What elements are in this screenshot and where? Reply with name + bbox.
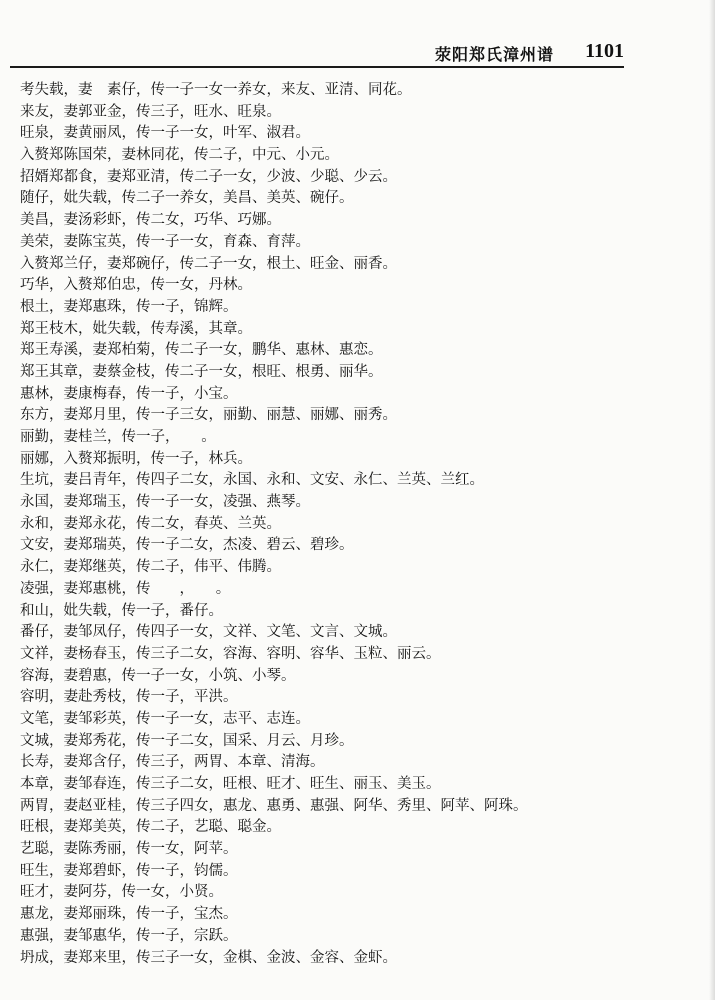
genealogy-entry: 入赘郑陈国荣，妻林同花，传二子，中元、小元。 bbox=[20, 147, 339, 164]
book-title: 荥阳郑氏漳州谱 bbox=[434, 45, 554, 64]
genealogy-entry: 美荣，妻陈宝英，传一子一女，育森、育萍。 bbox=[20, 233, 310, 250]
genealogy-entry: 长寿，妻郑含仔，传三子，两胃、本章、清海。 bbox=[20, 754, 325, 771]
page-edge-shadow bbox=[709, 0, 715, 1000]
genealogy-entry: 永和，妻郑永花，传二女，春英、兰英。 bbox=[20, 515, 281, 532]
genealogy-entry: 文安，妻郑瑞英，传一子二女，杰凌、碧云、碧珍。 bbox=[20, 537, 354, 554]
genealogy-entry: 旺才，妻阿芬，传一女，小贤。 bbox=[20, 884, 223, 901]
genealogy-entry: 来友，妻郭亚金，传三子，旺水、旺泉。 bbox=[20, 103, 281, 120]
genealogy-entry: 惠龙，妻郑丽珠，传一子，宝杰。 bbox=[20, 906, 238, 923]
genealogy-entry: 惠强，妻邹惠华，传一子，宗跃。 bbox=[20, 927, 238, 944]
genealogy-entry: 美昌，妻汤彩虾，传二女，巧华、巧娜。 bbox=[20, 212, 281, 229]
genealogy-entry: 生坑，妻吕青年，传四子二女，永国、永和、文安、永仁、兰英、兰红。 bbox=[20, 472, 484, 489]
genealogy-entry: 丽勤，妻桂兰，传一子， 。 bbox=[20, 429, 216, 445]
genealogy-entry: 凌强，妻郑惠桃，传 ， 。 bbox=[20, 580, 231, 597]
genealogy-entry: 文笔，妻邹彩英，传一子一女，志平、志连。 bbox=[20, 710, 310, 727]
genealogy-entry: 郑王枝木，妣失载，传寿溪，其章。 bbox=[20, 320, 252, 337]
genealogy-entry: 艺聪，妻陈秀丽，传一女，阿苹。 bbox=[20, 841, 238, 858]
genealogy-entry: 永国，妻郑瑞玉，传一子一女，凌强、燕琴。 bbox=[20, 494, 310, 511]
running-header bbox=[10, 40, 624, 68]
genealogy-entry: 和山，妣失载，传一子，番仔。 bbox=[20, 602, 223, 619]
genealogy-entry: 考失载，妻 素仔，传一子一女一养女，来友、亚清、同花。 bbox=[20, 82, 412, 98]
genealogy-entry: 随仔，妣失载，传二子一养女，美昌、美英、碗仔。 bbox=[20, 190, 354, 207]
genealogy-text-body bbox=[20, 80, 680, 969]
genealogy-entry: 郑王寿溪，妻郑柏菊，传二子一女，鹏华、惠林、惠恋。 bbox=[20, 342, 383, 359]
genealogy-entry: 文祥，妻杨春玉，传三子二女，容海、容明、容华、玉粒、丽云。 bbox=[20, 645, 441, 662]
genealogy-entry: 坍成，妻郑来里，传三子一女，金棋、金波、金容、金虾。 bbox=[20, 949, 397, 966]
genealogy-entry: 根土，妻郑惠珠，传一子，锦辉。 bbox=[20, 298, 238, 315]
genealogy-entry: 东方，妻郑月里，传一子三女，丽勤、丽慧、丽娜、丽秀。 bbox=[20, 407, 397, 424]
genealogy-entry: 巧华，入赘郑伯忠，传一女，丹林。 bbox=[20, 277, 252, 294]
genealogy-entry: 旺生，妻郑碧虾，传一子，钧儒。 bbox=[20, 862, 238, 879]
genealogy-entry: 丽娜，入赘郑振明，传一子，林兵。 bbox=[20, 450, 252, 467]
genealogy-entry: 招婿郑都食，妻郑亚清，传二子一女，少波、少聪、少云。 bbox=[20, 168, 397, 185]
genealogy-entry: 容海，妻碧惠，传一子一女，小筑、小琴。 bbox=[20, 667, 296, 684]
genealogy-entry: 惠林，妻康梅春，传一子，小宝。 bbox=[20, 385, 238, 402]
genealogy-entry: 郑王其章，妻蔡金枝，传二子一女，根旺、根勇、丽华。 bbox=[20, 363, 383, 380]
genealogy-entry: 本章，妻邹春连，传三子二女，旺根、旺才、旺生、丽玉、美玉。 bbox=[20, 776, 441, 792]
genealogy-entry: 旺泉，妻黄丽凤，传一子一女，叶军、淑君。 bbox=[20, 125, 310, 142]
genealogy-entry: 容明，妻赴秀枝，传一子，平洪。 bbox=[20, 689, 238, 706]
genealogy-entry: 文城，妻郑秀花，传一子二女，国采、月云、月珍。 bbox=[20, 732, 354, 749]
genealogy-entry: 番仔，妻邹凤仔，传四子一女，文祥、文笔、文言、文城。 bbox=[20, 624, 397, 641]
genealogy-entry: 旺根，妻郑美英，传二子，艺聪、聪金。 bbox=[20, 819, 281, 836]
genealogy-entry: 入赘郑兰仔，妻郑碗仔，传二子一女，根土、旺金、丽香。 bbox=[20, 255, 397, 272]
genealogy-entry: 两胃，妻赵亚桂，传三子四女，惠龙、惠勇、惠强、阿华、秀里、阿苹、阿珠。 bbox=[20, 797, 528, 814]
genealogy-entry: 永仁，妻郑继英，传二子，伟平、伟腾。 bbox=[20, 559, 281, 576]
page-number: 1101 bbox=[585, 40, 624, 62]
